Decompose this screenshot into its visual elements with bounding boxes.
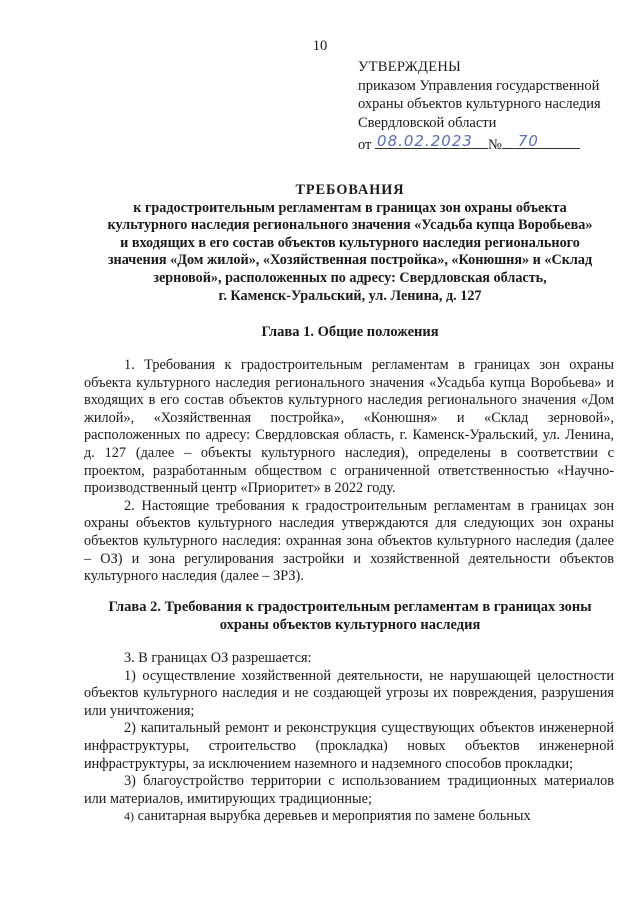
chapter-2-heading-line: Глава 2. Требования к градостроительным регламентам в границах зоны: [108, 599, 592, 615]
paragraph: 3. В границах ОЗ разрешается:: [124, 650, 312, 666]
chapter-1-body: [84, 357, 614, 586]
title-line: значения «Дом жилой», «Хозяйственная постройка», «Конюшня» и «Склад: [107, 252, 593, 269]
chapter-2-heading-line: охраны объектов культурного наследия: [219, 617, 481, 633]
approval-block: [358, 58, 601, 155]
approval-heading: УТВЕРЖДЕНЫ: [358, 59, 462, 75]
title-line: к градостроительным регламентам в границах зон охраны объекта: [133, 199, 567, 216]
paragraph: 2) капитальный ремонт и реконструкция существующих объектов инженерной инфраструктуры, строительство (прокладка) новых объектов инженерной инфраструктуры, за исключением наземного и надземного способов прокладки;: [84, 720, 614, 772]
number-field: [502, 132, 580, 149]
title-main: ТРЕБОВАНИЯ: [295, 182, 405, 198]
chapter-2-heading: [70, 598, 630, 634]
document-title: [70, 182, 630, 305]
approval-line: приказом Управления государственной: [358, 77, 600, 94]
item-number: 4): [124, 809, 134, 824]
item-text: санитарная вырубка деревьев и мероприятия по замене больных: [137, 808, 531, 825]
paragraph: 2. Настоящие требования к градостроительным регламентам в границах зон охраны объектов культурного наследия утверждаются для следующих зон охраны объектов культурного наследия: охранная зона объектов культурного наследия (далее – ОЗ) и зона регулирования застройки и хозяйственной деятельности объектов культурного наследия (далее – ЗРЗ).: [84, 497, 614, 585]
paragraph: [84, 808, 614, 826]
page-number: 10: [312, 38, 328, 54]
approval-date-line: [358, 132, 601, 155]
from-label: от: [358, 137, 372, 153]
paragraph: 1. Требования к градостроительным регламентам в границах зон охраны объекта культурного наследия регионального значения «Усадьба купца Воробьева» и входящих в его состав объектов культурного наследия регионального значения «Дом жилой», «Хозяйственная постройка», «Конюшня» и «Склад зерновой», расположенных по адресу: Свердловская область, г. Каменск-Уральский, ул. Ленина, д. 127 (далее – объекты культурного наследия), определены в соответствии с проектом, разработанным обществом с ограниченной ответственностью «Научно-производственный центр «Приоритет» в 2022 году.: [84, 357, 614, 497]
title-line: зерновой», расположенных по адресу: Свердловская область,: [153, 269, 547, 286]
number-label: №: [488, 137, 502, 153]
approval-line: Свердловской области: [358, 114, 497, 131]
chapter-1-heading: Глава 1. Общие положения: [261, 324, 439, 340]
paragraph: 1) осуществление хозяйственной деятельности, не нарушающей целостности объектов культурного наследия и не создающей угрозы их повреждения, разрушения или уничтожения;: [84, 667, 614, 719]
title-line: г. Каменск-Уральский, ул. Ленина, д. 127: [218, 287, 482, 304]
date-field: [375, 132, 488, 149]
handwritten-date: 08.02.2023: [377, 131, 473, 150]
approval-line: охраны объектов культурного наследия: [358, 96, 601, 112]
title-line: и входящих в его состав объектов культурного наследия регионального: [120, 234, 580, 251]
title-line: культурного наследия регионального значения «Усадьба купца Воробьева»: [107, 217, 593, 234]
handwritten-number: 70: [517, 131, 539, 150]
paragraph: 3) благоустройство территории с использованием традиционных материалов или материалов, имитирующих традиционные;: [84, 773, 614, 807]
chapter-2-body: [84, 650, 614, 826]
